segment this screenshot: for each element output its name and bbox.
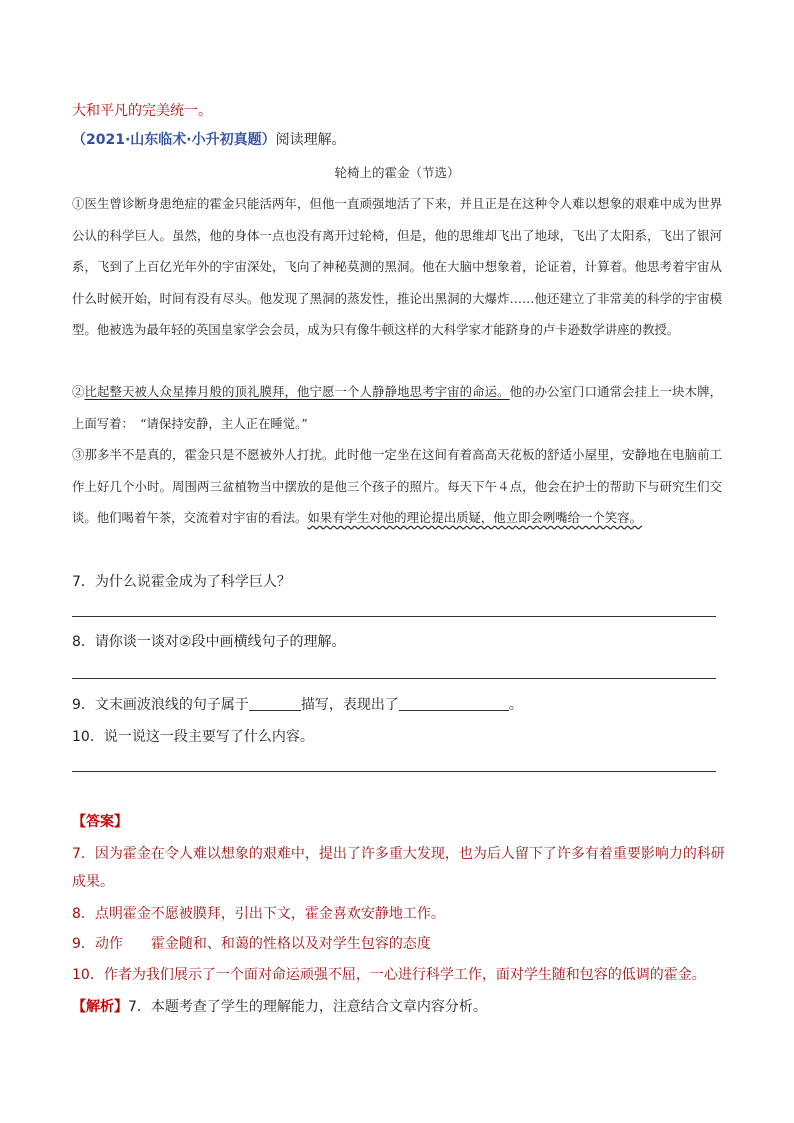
answer-line-8[interactable]	[72, 678, 716, 679]
p2-rest: 他的办公室门口通常会挂上一块木牌，上面写着： “请保持安静，主人正在睡觉。”	[72, 384, 723, 431]
q9-part-a: 9．文末画波浪线的句子属于	[72, 697, 249, 713]
question-10: 10．说一说这一段主要写了什么内容。	[72, 729, 314, 745]
question-7: 7．为什么说霍金成为了科学巨人？	[72, 574, 291, 590]
passage-p1-text: ①医生曾诊断身患绝症的霍金只能活两年，但他一直顽强地活了下来，并且正是在这种令人难以想象的艰难中成为世界公认的科学巨人。虽然，他的身体一点也没有离开过轮椅，但是，他的思维却飞出了地球，飞出了太阳系，飞出了银河系，飞到了上百亿光年外的宇宙深处，飞向了神秘莫测的黑洞。他在大脑中想象着，论证着，计算着。他思考着宇宙从什么时候开始，时间有没有尽头。他发现了黑洞的蒸发性，推论出黑洞的大爆炸……他还建立了非常美的科学的宇宙模型。他被选为最年轻的英国皇家学会会员，成为只有像牛顿这样的大科学家才能跻身的卢卡逊数学讲座的教授。	[72, 196, 722, 337]
answer-7-line-2: 成果。	[72, 874, 114, 890]
answer-7-line-1: 7．因为霍金在令人难以想象的艰难中，提出了许多重大发现，也为后人留下了许多有着重要影响力的科研	[72, 846, 725, 862]
source-tag: （2021·山东临术·小升初真题）	[72, 132, 276, 148]
wavy-sentence: 如果有学生对他的理论提出质疑，他立即会咧嘴给一个笑容。	[307, 510, 642, 525]
answer-heading: 【答案】	[72, 814, 128, 830]
answer-9: 9．动作 霍金随和、和蔼的性格以及对学生包容的态度	[72, 936, 431, 952]
q9-blank-1[interactable]	[249, 696, 301, 711]
intro-tail: 大和平凡的完美统一。	[72, 103, 212, 119]
passage-paragraph-1	[72, 188, 722, 346]
answer-line-10[interactable]	[72, 771, 716, 772]
answer-line-7[interactable]	[72, 616, 716, 617]
answer-10: 10．作者为我们展示了一个面对命运顽强不屈，一心进行科学工作，面对学生随和包容的低调的霍金。	[72, 967, 706, 983]
question-8: 8．请你谈一谈对②段中画横线句子的理解。	[72, 634, 346, 650]
q9-part-b: 描写，表现出了	[300, 697, 399, 713]
analysis-line	[72, 997, 487, 1017]
q9-blank-2[interactable]	[399, 696, 509, 711]
p3-plain: ③那多半不是真的，霍金只是不愿被外人打扰。此时他一定坐在这间有着高高天花板的舒适小屋里，安静地在电脑前工作上好几个小时。周围两三盆植物当中摆放的是他三个孩子的照片。每天下午４点，他会在护士的帮助下与研究生们交谈。他们喝着午茶，交流着对宇宙的看法。	[72, 447, 722, 525]
answer-8: 8．点明霍金不愿被膜拜，引出下文，霍金喜欢安静地工作。	[72, 906, 445, 922]
source-line	[72, 130, 346, 150]
question-9	[72, 695, 523, 715]
passage-p2	[72, 376, 722, 439]
analysis-text: 7．本题考查了学生的理解能力，注意结合文章内容分析。	[128, 999, 487, 1015]
source-instruction: 阅读理解。	[275, 132, 346, 148]
p2-prefix: ②	[72, 384, 85, 399]
passage-title: 轮椅上的霍金（节选）	[334, 165, 460, 180]
analysis-heading: 【解析】	[72, 999, 128, 1015]
passage-paragraph-2	[72, 376, 722, 439]
q9-part-c: 。	[508, 697, 523, 713]
passage-p3	[72, 439, 722, 534]
passage-paragraph-3	[72, 439, 722, 534]
underlined-sentence: 比起整天被人众星捧月般的顶礼膜拜，他宁愿一个人静静地思考宇宙的命运。	[84, 384, 510, 399]
